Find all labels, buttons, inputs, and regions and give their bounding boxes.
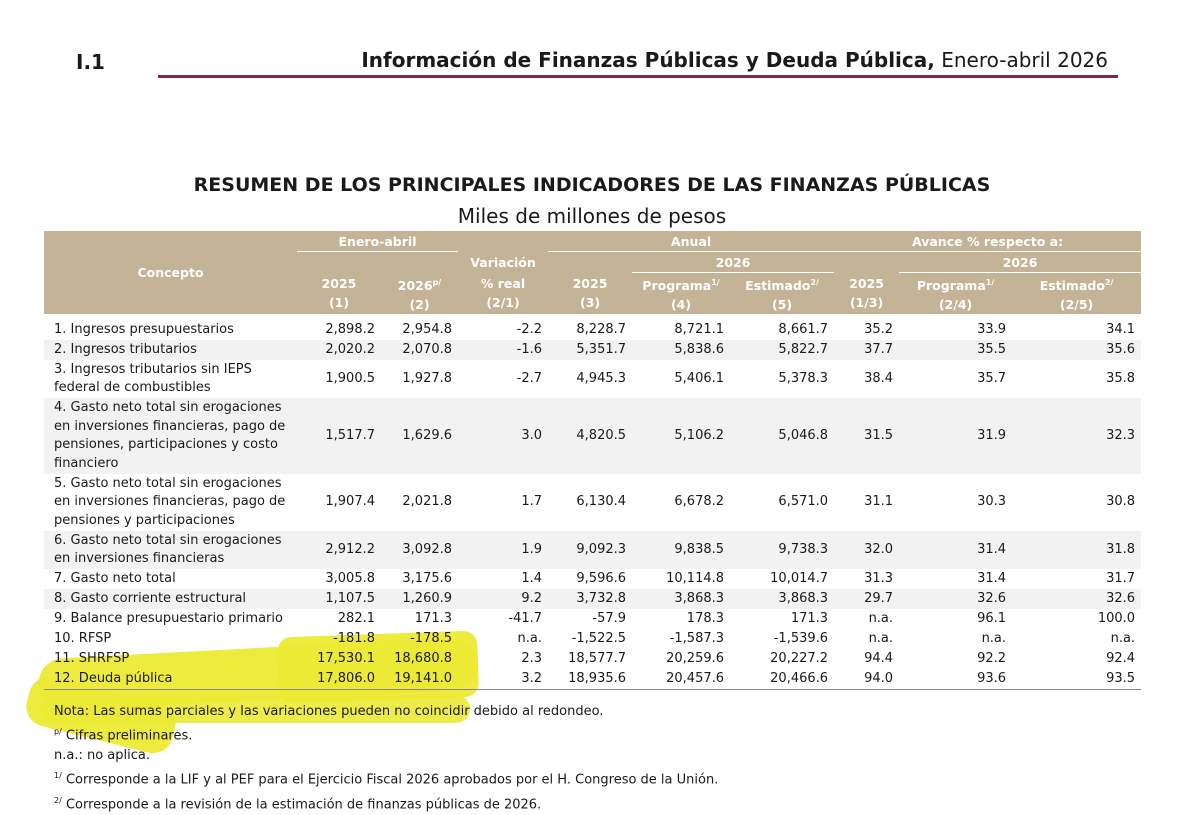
cell-value: 96.1 (899, 609, 1012, 629)
note-text: Corresponde a la revisión de la estimación de finanzas públicas de 2026. (65, 796, 542, 812)
cell-value: -2.2 (458, 314, 548, 340)
cell-value: 1,927.8 (381, 360, 458, 398)
cell-value: 10,014.7 (730, 569, 834, 589)
table-title: RESUMEN DE LOS PRINCIPALES INDICADORES DE LAS FINANZAS PÚBLICAS (193, 174, 991, 196)
cell-value: 94.0 (834, 669, 899, 690)
cell-value: 20,227.2 (770, 650, 829, 666)
header-col-footnote-mark: 1/ (985, 278, 995, 287)
cell-value: 35.6 (1012, 340, 1141, 360)
cell-value: 9.2 (458, 589, 548, 609)
table-row (44, 531, 1141, 569)
cell-value: 31.4 (899, 569, 1012, 589)
cell-value: 9,838.5 (632, 531, 730, 569)
cell-value: n.a. (834, 609, 899, 629)
note-mark: p/ (54, 727, 62, 736)
cell-value: 31.1 (834, 474, 899, 531)
note-line (54, 746, 718, 766)
cell-value: 1,107.5 (297, 589, 381, 609)
cell-value: 2,912.2 (297, 531, 381, 569)
cell-value: 31.8 (1012, 531, 1141, 569)
cell-value: 20,259.6 (666, 650, 725, 666)
header-col-footnote-mark: 2/ (1104, 278, 1114, 287)
cell-value: 18,935.6 (548, 669, 632, 690)
header-col-index: (2) (409, 296, 430, 312)
cell-value: 5,822.7 (730, 340, 834, 360)
note-text: Cifras preliminares. (65, 728, 193, 744)
header-col-3 (458, 273, 548, 315)
header-col-6 (730, 273, 834, 315)
header-concepto: Concepto (44, 231, 297, 314)
header-col-index: (4) (670, 297, 692, 313)
cell-value: 38.4 (834, 360, 899, 398)
header-col-label: % real (480, 276, 526, 292)
cell-value: -1,539.6 (773, 630, 829, 646)
cell-concepto: 9. Balance presupuestario primario (44, 609, 297, 629)
table-row (44, 340, 1141, 360)
header-group-anual: Anual (548, 231, 834, 252)
header-group-avance: Avance % respecto a: (834, 231, 1141, 252)
cell-value: -41.7 (458, 609, 548, 629)
header-col-index: (3) (579, 295, 601, 311)
header-col-9 (1012, 273, 1141, 315)
table-notes (54, 702, 718, 815)
table-row (44, 629, 1141, 649)
cell-value: 92.4 (1106, 650, 1136, 666)
cell-value: 29.7 (834, 589, 899, 609)
cell-concepto: 7. Gasto neto total (44, 569, 297, 589)
cell-value: 1,900.5 (297, 360, 381, 398)
cell-value: 35.5 (899, 340, 1012, 360)
cell-value: 5,351.7 (548, 340, 632, 360)
cell-value: 282.1 (297, 609, 381, 629)
table-row (44, 569, 1141, 589)
cell-value: 3,732.8 (548, 589, 632, 609)
cell-concepto: 2. Ingresos tributarios (44, 340, 297, 360)
cell-value: -181.8 (333, 630, 375, 646)
cell-value: -1,587.3 (669, 630, 725, 646)
header-spacer (458, 231, 548, 252)
cell-value: 35.2 (834, 314, 899, 340)
cell-concepto: 8. Gasto corriente estructural (44, 589, 297, 609)
cell-value: 10,114.8 (632, 569, 730, 589)
note-line (54, 702, 718, 722)
header-col-footnote-mark: 2/ (810, 278, 819, 287)
cell-concepto: 11. SHRFSP (54, 650, 130, 666)
cell-value: 35.8 (1012, 360, 1141, 398)
cell-value: 17,530.1 (317, 650, 375, 666)
cell-value: 18,577.7 (568, 650, 627, 666)
cell-value: 2,070.8 (381, 340, 458, 360)
header-group-enero-abril: Enero-abril (297, 231, 458, 252)
cell-value: 5,106.2 (632, 398, 730, 474)
cell-value: 17,806.0 (297, 669, 381, 690)
cell-value: 8,721.1 (632, 314, 730, 340)
header-spacer (548, 252, 632, 273)
document-title-main: Información de Finanzas Públicas y Deuda Pública, (361, 48, 935, 72)
cell-value: 33.9 (899, 314, 1012, 340)
cell-value: -57.9 (548, 609, 632, 629)
cell-value: 32.3 (1012, 398, 1141, 474)
header-col-8 (899, 273, 1012, 315)
cell-concepto: 12. Deuda pública (44, 669, 297, 690)
cell-value: 31.3 (834, 569, 899, 589)
cell-value: 31.5 (834, 398, 899, 474)
cell-value: 31.4 (899, 531, 1012, 569)
cell-value: 1,629.6 (381, 398, 458, 474)
cell-value: 2,954.8 (381, 314, 458, 340)
cell-value: 30.8 (1012, 474, 1141, 531)
cell-value: 3,868.3 (632, 589, 730, 609)
cell-value: 3,005.8 (297, 569, 381, 589)
cell-value: 20,466.6 (730, 669, 834, 690)
header-rule (158, 75, 1118, 78)
cell-value: 92.2 (977, 650, 1007, 666)
header-col-5 (632, 273, 730, 315)
cell-value: 2,898.2 (297, 314, 381, 340)
header-col-label: Programa (916, 278, 986, 294)
header-col-footnote-mark: 1/ (711, 278, 720, 287)
cell-value: 171.3 (381, 609, 458, 629)
cell-value: 8,661.7 (730, 314, 834, 340)
cell-value: 100.0 (1012, 609, 1141, 629)
header-col-index: (1/3) (849, 295, 884, 311)
cell-value: 35.7 (899, 360, 1012, 398)
cell-value: 2,020.2 (297, 340, 381, 360)
cell-value: 9,596.6 (548, 569, 632, 589)
note-line (54, 766, 718, 790)
cell-value: 1,260.9 (381, 589, 458, 609)
table-row (44, 589, 1141, 609)
cell-value: n.a. (868, 630, 894, 646)
note-mark: 1/ (54, 771, 62, 781)
cell-value: 5,406.1 (632, 360, 730, 398)
cell-value: 5,838.6 (632, 340, 730, 360)
table-row (44, 669, 1141, 690)
header-col-1 (297, 273, 381, 315)
cell-value: 93.5 (1012, 669, 1141, 690)
cell-concepto: 1. Ingresos presupuestarios (44, 314, 297, 340)
header-variacion: Variación (458, 252, 548, 273)
cell-concepto: 3. Ingresos tributarios sin IEPS federal de combustibles (44, 360, 297, 398)
cell-value: 6,130.4 (548, 474, 632, 531)
header-col-2 (381, 273, 458, 315)
table-row (44, 398, 1141, 474)
cell-concepto: 4. Gasto neto total sin erogaciones en inversiones financieras, pago de pensiones, participaciones y costo financiero (44, 398, 297, 474)
cell-value: 3.2 (458, 669, 548, 690)
header-col-label: Estimado (745, 278, 811, 294)
header-col-label: Estimado (1039, 278, 1105, 294)
header-anual-2026: 2026 (632, 252, 834, 273)
cell-value: 32.0 (834, 531, 899, 569)
header-col-index: (1) (328, 295, 350, 311)
cell-value: 20,457.6 (632, 669, 730, 690)
cell-value: 9,738.3 (730, 531, 834, 569)
cell-value: 3,175.6 (381, 569, 458, 589)
cell-value: 1.4 (458, 569, 548, 589)
cell-value: 178.3 (632, 609, 730, 629)
cell-value: 4,820.5 (548, 398, 632, 474)
cell-value: 1,907.4 (297, 474, 381, 531)
table-row (44, 649, 1141, 669)
cell-value: 1.9 (458, 531, 548, 569)
table-row (44, 609, 1141, 629)
cell-value: 5,378.3 (730, 360, 834, 398)
header-col-label: 2025 (321, 276, 357, 292)
cell-value: 37.7 (834, 340, 899, 360)
document-title (361, 48, 1108, 72)
table-subtitle: Miles de millones de pesos (457, 204, 727, 228)
note-line (54, 791, 718, 815)
cell-concepto: 6. Gasto neto total sin erogaciones en inversiones financieras (44, 531, 297, 569)
table-row (44, 314, 1141, 340)
cell-value: 6,678.2 (632, 474, 730, 531)
header-col-label: 2025 (572, 276, 608, 292)
cell-value: 6,571.0 (730, 474, 834, 531)
note-text: Corresponde a la LIF y al PEF para el Ejercicio Fiscal 2026 aprobados por el H. Congreso de la Unión. (65, 772, 719, 788)
cell-value: -1,522.5 (571, 630, 627, 646)
header-col-footnote-mark: p/ (432, 277, 442, 287)
header-col-index: (5) (771, 297, 793, 313)
cell-value: 1,517.7 (297, 398, 381, 474)
cell-value: 3,092.8 (381, 531, 458, 569)
cell-value: 31.9 (899, 398, 1012, 474)
cell-value: 8,228.7 (548, 314, 632, 340)
header-col-label: 2025 (849, 276, 884, 292)
cell-value: n.a. (1110, 630, 1136, 646)
section-code: I.1 (76, 50, 105, 74)
note-mark: 2/ (54, 795, 62, 805)
cell-value: 1.7 (458, 474, 548, 531)
header-spacer (297, 252, 458, 273)
cell-value: 32.6 (899, 589, 1012, 609)
cell-value: 93.6 (899, 669, 1012, 690)
header-spacer (834, 252, 899, 273)
header-col-index: (2/5) (1059, 297, 1094, 313)
cell-value: 171.3 (730, 609, 834, 629)
cell-value: 34.1 (1012, 314, 1141, 340)
cell-value: 9,092.3 (548, 531, 632, 569)
note-text: Nota: Las sumas parciales y las variaciones pueden no coincidir debido al redondeo. (54, 704, 604, 719)
cell-value: 4,945.3 (548, 360, 632, 398)
cell-value: n.a. (981, 630, 1007, 646)
cell-value: 19,141.0 (381, 669, 458, 690)
cell-value: 94.4 (864, 650, 894, 666)
cell-value: 2.3 (521, 650, 543, 666)
cell-value: -2.7 (458, 360, 548, 398)
header-col-index: (2/1) (486, 295, 520, 311)
document-title-period: Enero-abril 2026 (941, 48, 1108, 72)
cell-concepto: 5. Gasto neto total sin erogaciones en inversiones financieras, pago de pensiones y participaciones (44, 474, 297, 531)
indicators-table (44, 231, 1141, 690)
header-avance-2026: 2026 (899, 252, 1141, 273)
cell-value: 30.3 (899, 474, 1012, 531)
cell-value: 2,021.8 (381, 474, 458, 531)
table-row (44, 474, 1141, 531)
cell-value: 5,046.8 (730, 398, 834, 474)
cell-value: 31.7 (1012, 569, 1141, 589)
cell-value: -1.6 (458, 340, 548, 360)
cell-concepto: 10. RFSP (54, 630, 112, 646)
note-text: n.a.: no aplica. (54, 748, 150, 764)
cell-value: 18,680.8 (394, 650, 453, 666)
note-line (54, 722, 718, 746)
cell-value: 3.0 (458, 398, 548, 474)
header-col-label: 2026 (397, 277, 433, 293)
header-col-label: Programa (642, 278, 712, 294)
table-row (44, 360, 1141, 398)
cell-value: 32.6 (1012, 589, 1141, 609)
header-col-7 (834, 273, 899, 315)
cell-value: -178.5 (410, 630, 453, 646)
indicators-table-wrapper (44, 231, 1141, 690)
header-col-index: (2/4) (938, 297, 973, 313)
header-col-4 (548, 273, 632, 315)
cell-value: n.a. (517, 630, 543, 646)
cell-value: 3,868.3 (730, 589, 834, 609)
